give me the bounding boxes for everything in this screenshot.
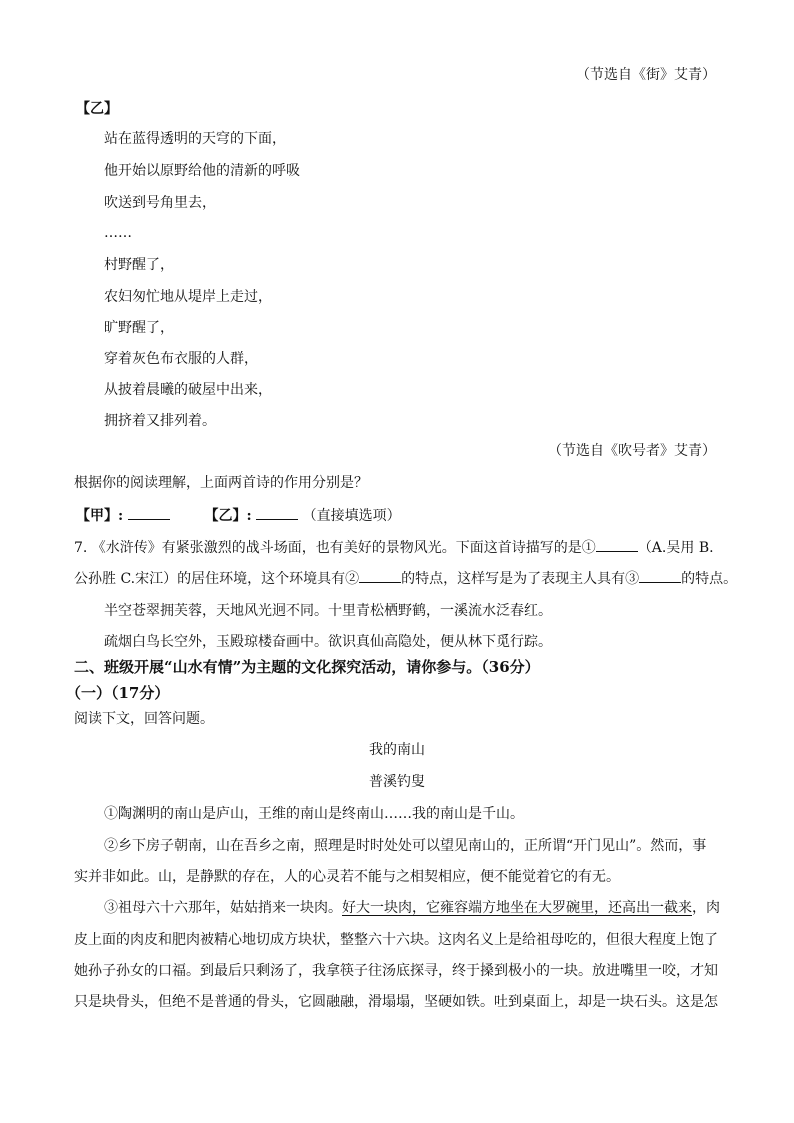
article-paragraph-3-line: 只是块骨头，但绝不是普通的骨头，它圆融融，滑塌塌，坚硬如铁。吐到桌面上，却是一块石头。这是怎 xyxy=(74,994,718,1010)
poem-line: 站在蓝得透明的天穹的下面， xyxy=(104,131,286,147)
article-paragraph-3-line: 她孙子孙女的口福。到最后只剩汤了，我拿筷子往汤底探寻，终于搡到极小的一块。放进嘴里一咬，才知 xyxy=(74,963,718,979)
p3-text: ，肉 xyxy=(692,900,720,916)
article-paragraph-2-line: 实并非如此。山，是静默的存在，人的心灵若不能与之相契相应，便不能觉着它的有无。 xyxy=(74,869,620,885)
poem-line: 农妇匆忙地从堤岸上走过， xyxy=(104,289,272,305)
article-paragraph-2-line: ②乡下房子朝南，山在吾乡之南，照理是时时处处可以望见南山的，正所谓“开门见山”。然而，事 xyxy=(104,838,707,854)
article-paragraph-3-line: 皮上面的肉皮和肥肉被精心地切成方块状，整整六十六块。这肉名义上是给祖母吃的，但很大程度上饱了 xyxy=(74,932,718,948)
question-prompt: 根据你的阅读理解，上面两首诗的作用分别是？ xyxy=(74,475,368,491)
q7-text: 的特点，这样写是为了表现主人具有③ xyxy=(401,571,640,587)
answer-note: （直接填选项） xyxy=(302,508,401,524)
answer-blank-jia[interactable] xyxy=(128,507,170,520)
article-author: 普溪钓叟 xyxy=(369,774,425,790)
q7-text: 7. 《水浒传》有紧张激烈的战斗场面，也有美好的景物风光。下面这首诗描写的是① xyxy=(74,540,596,556)
q7-text: （A.吴用 B. xyxy=(637,540,714,556)
article-title: 我的南山 xyxy=(369,742,425,758)
section-2-title: 二、班级开展“山水有情”为主题的文化探究活动，请你参与。（36分） xyxy=(74,658,540,676)
poem-line: 吹送到号角里去， xyxy=(104,195,216,211)
q7-blank-2[interactable] xyxy=(359,570,401,583)
answer-label-yi: 【乙】: xyxy=(204,508,252,524)
answer-label-jia: 【甲】: xyxy=(76,508,124,524)
poem-line: 从披着晨曦的破屋中出来， xyxy=(104,382,272,398)
read-prompt: 阅读下文，回答问题。 xyxy=(74,711,214,727)
p3-underlined-text: 好大一块肉，它雍容端方地坐在大罗碗里，还高出一截来 xyxy=(342,900,692,916)
poem-line: 穿着灰色布衣服的人群， xyxy=(104,351,258,367)
source-citation-chuihaozhe: （节选自《吹号者》艾青） xyxy=(548,443,716,459)
q7-blank-3[interactable] xyxy=(639,570,681,583)
q7-poem-line: 半空苍翠拥芙蓉，天地风光迥不同。十里青松栖野鹤，一溪流水泛春红。 xyxy=(104,603,552,619)
question-7-line2 xyxy=(74,570,737,588)
q7-poem-line: 疏烟白鸟长空外，玉殿琼楼奋画中。欲识真仙高隐处，便从林下觅行踪。 xyxy=(104,634,552,650)
source-citation-jie: （节选自《街》艾青） xyxy=(576,67,716,83)
section-label-yi: 【乙】 xyxy=(76,101,118,117)
article-paragraph-3-line xyxy=(104,899,720,917)
poem-line: 他开始以原野给他的清新的呼吸 xyxy=(104,163,300,179)
q7-text: 的特点。 xyxy=(681,571,738,587)
poem-line: …… xyxy=(104,225,132,241)
poem-line: 旷野醒了， xyxy=(104,320,174,336)
article-paragraph-1: ①陶渊明的南山是庐山，王维的南山是终南山……我的南山是千山。 xyxy=(104,806,524,822)
q7-text: 公孙胜 C.宋江）的居住环境，这个环境具有② xyxy=(74,571,360,587)
p3-text: ③祖母六十六那年，姑姑捎来一块肉。 xyxy=(104,900,342,916)
part-1-title: （一）（17分） xyxy=(66,684,170,702)
q7-blank-1[interactable] xyxy=(596,539,638,552)
poem-line: 村野醒了， xyxy=(104,257,174,273)
answer-blank-yi[interactable] xyxy=(256,507,298,520)
question-7-line1 xyxy=(74,539,714,557)
answer-line xyxy=(76,507,401,525)
poem-line: 拥挤着又排列着。 xyxy=(104,413,216,429)
